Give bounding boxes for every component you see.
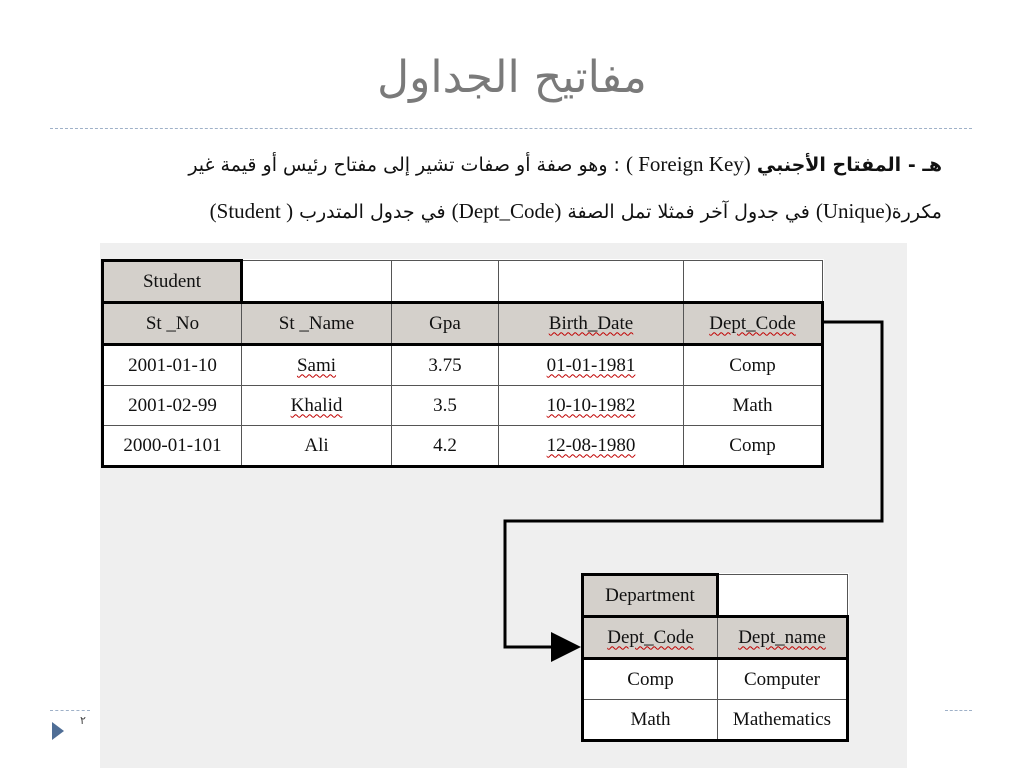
connector-line	[505, 322, 882, 647]
column-header: St _Name	[242, 303, 392, 345]
cell: 2000-01-101	[103, 426, 242, 467]
bottom-divider-right	[945, 710, 972, 711]
cell: Comp	[684, 426, 823, 467]
column-header: St _No	[103, 303, 242, 345]
line2-mid2: في جدول المتدرب	[293, 201, 452, 223]
cell: Math	[583, 700, 718, 741]
page-marker: ٢	[80, 714, 86, 727]
line2-start: مكررة	[891, 201, 942, 223]
cell: 2001-01-10	[103, 345, 242, 386]
bullet-dash: -	[901, 154, 923, 176]
department-table-name: Department	[583, 575, 718, 617]
term-foreign-key: المفتاح الأجنبي	[756, 154, 902, 176]
cell: Ali	[242, 426, 392, 467]
cell: 2001-02-99	[103, 386, 242, 426]
definition-text: : وهو صفة أو صفات تشير إلى مفتاح رئيس أو قيمة غير	[188, 154, 626, 176]
column-header: Birth_Date	[499, 303, 684, 345]
cell: 12-08-1980	[499, 426, 684, 467]
cell: Sami	[242, 345, 392, 386]
cell: 01-01-1981	[499, 345, 684, 386]
column-header: Gpa	[392, 303, 499, 345]
cell: 4.2	[392, 426, 499, 467]
nav-triangle-icon[interactable]	[52, 722, 64, 740]
cell: Mathematics	[718, 700, 848, 741]
cell: Computer	[718, 659, 848, 700]
line2-dept-code: (Dept_Code)	[451, 199, 562, 223]
cell: Khalid	[242, 386, 392, 426]
cell: Math	[684, 386, 823, 426]
column-header: Dept_Code	[583, 617, 718, 659]
column-header: Dept_name	[718, 617, 848, 659]
column-header: Dept_Code	[684, 303, 823, 345]
line2-unique: (Unique)	[815, 199, 892, 223]
slide-title: مفاتيح الجداول	[377, 52, 647, 103]
student-table-name: Student	[103, 261, 242, 303]
cell: 3.5	[392, 386, 499, 426]
term-english: (Foreign Key )	[625, 152, 751, 176]
bullet-letter: هـ	[922, 154, 942, 176]
cell: 10-10-1982	[499, 386, 684, 426]
line2-mid: في جدول آخر فمثلا تمل الصفة	[561, 201, 816, 223]
cell: Comp	[583, 659, 718, 700]
cell: 3.75	[392, 345, 499, 386]
bottom-divider-left	[50, 710, 90, 711]
line2-student: ( Student)	[209, 199, 294, 223]
cell: Comp	[684, 345, 823, 386]
